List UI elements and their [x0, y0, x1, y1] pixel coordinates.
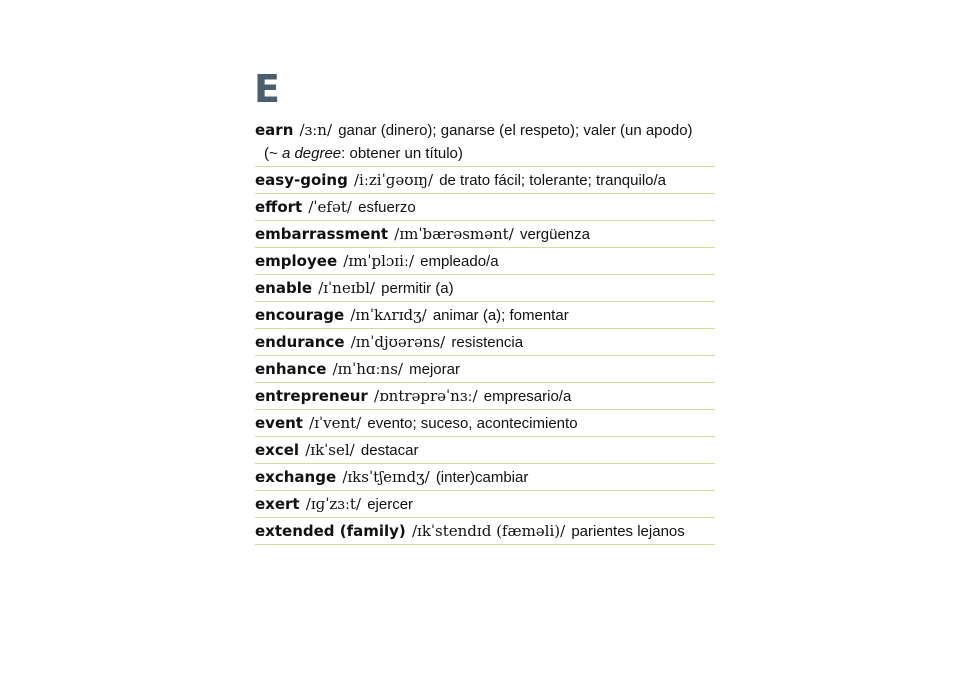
glossary-entry — [255, 356, 715, 383]
entry-translation: empleado/a — [420, 253, 499, 270]
entry-pronunciation: /ɪˈneɪbl/ — [318, 279, 375, 297]
entry-translation: evento; suceso, acontecimiento — [367, 415, 578, 432]
glossary-entry — [255, 275, 715, 302]
glossary-entry — [255, 491, 715, 518]
entry-headword: earn — [255, 121, 294, 139]
entry-headword: effort — [255, 198, 303, 216]
glossary-entry — [255, 464, 715, 491]
entry-pronunciation: /ɪmˈplɔɪiː/ — [343, 252, 414, 270]
glossary-entry — [255, 302, 715, 329]
entry-pronunciation: /ɪɡˈzɜːt/ — [305, 495, 362, 513]
entry-translation: empresario/a — [483, 388, 572, 405]
entry-pronunciation: /ɜːn/ — [299, 121, 333, 139]
example-open: (~ — [264, 145, 282, 162]
entry-translation: ejercer — [367, 496, 414, 513]
glossary-entry — [255, 118, 715, 167]
entry-translation: (inter)cambiar — [435, 469, 529, 486]
glossary-entry — [255, 518, 715, 545]
glossary-entry — [255, 383, 715, 410]
entry-example-line — [255, 142, 715, 165]
entry-translation: permitir (a) — [381, 280, 454, 297]
entry-translation: animar (a); fomentar — [432, 307, 569, 324]
example-translation: : obtener un título) — [341, 145, 463, 162]
entry-translation: parientes lejanos — [571, 523, 685, 540]
entry-headword: endurance — [255, 333, 345, 351]
entry-headword: extended (family) — [255, 522, 406, 540]
glossary-entry — [255, 437, 715, 464]
entry-pronunciation: /ɪˈvent/ — [309, 414, 362, 432]
glossary-entry — [255, 194, 715, 221]
entry-headword: employee — [255, 252, 338, 270]
glossary-entry — [255, 410, 715, 437]
entry-pronunciation: /ɪkˈsel/ — [305, 441, 355, 459]
entry-translation: de trato fácil; tolerante; tranquilo/a — [439, 172, 667, 189]
entry-headword: event — [255, 414, 303, 432]
entry-translation: vergüenza — [519, 226, 590, 243]
entry-pronunciation: /ɪmˈbærəsmənt/ — [394, 225, 514, 243]
entry-translation: destacar — [360, 442, 419, 459]
entry-headword: enable — [255, 279, 313, 297]
section-letter: E — [254, 67, 280, 111]
entry-line — [255, 119, 715, 142]
entry-headword: excel — [255, 441, 300, 459]
entry-translation: resistencia — [451, 334, 524, 351]
entry-translation: ganar (dinero); ganarse (el respeto); valer (un apodo) — [338, 122, 693, 139]
entry-headword: easy-going — [255, 171, 348, 189]
entry-translation: mejorar — [409, 361, 460, 378]
entry-headword: exert — [255, 495, 300, 513]
entry-headword: exchange — [255, 468, 337, 486]
entry-translation: esfuerzo — [358, 199, 416, 216]
entry-pronunciation: /ɒntrəprəˈnɜː/ — [374, 387, 478, 405]
entry-pronunciation: /ɪnˈkʌrɪdʒ/ — [350, 306, 427, 324]
entry-pronunciation: /ɪnˈhɑːns/ — [332, 360, 403, 378]
entry-pronunciation: /ɪksˈtʃeɪndʒ/ — [342, 468, 430, 486]
example-phrase: a degree — [281, 145, 342, 162]
glossary-entry — [255, 329, 715, 356]
glossary-entry — [255, 248, 715, 275]
glossary-entry — [255, 221, 715, 248]
entry-pronunciation: /ˈefət/ — [308, 198, 352, 216]
entry-pronunciation: /ɪkˈstendɪd (fæməli)/ — [411, 522, 566, 540]
entry-headword: enhance — [255, 360, 327, 378]
entry-pronunciation: /ɪnˈdjʊərəns/ — [350, 333, 446, 351]
entry-headword: encourage — [255, 306, 345, 324]
glossary-list — [255, 118, 715, 545]
entry-headword: embarrassment — [255, 225, 389, 243]
entry-headword: entrepreneur — [255, 387, 368, 405]
entry-pronunciation: /iːziˈɡəʊɪŋ/ — [354, 171, 434, 189]
glossary-entry — [255, 167, 715, 194]
